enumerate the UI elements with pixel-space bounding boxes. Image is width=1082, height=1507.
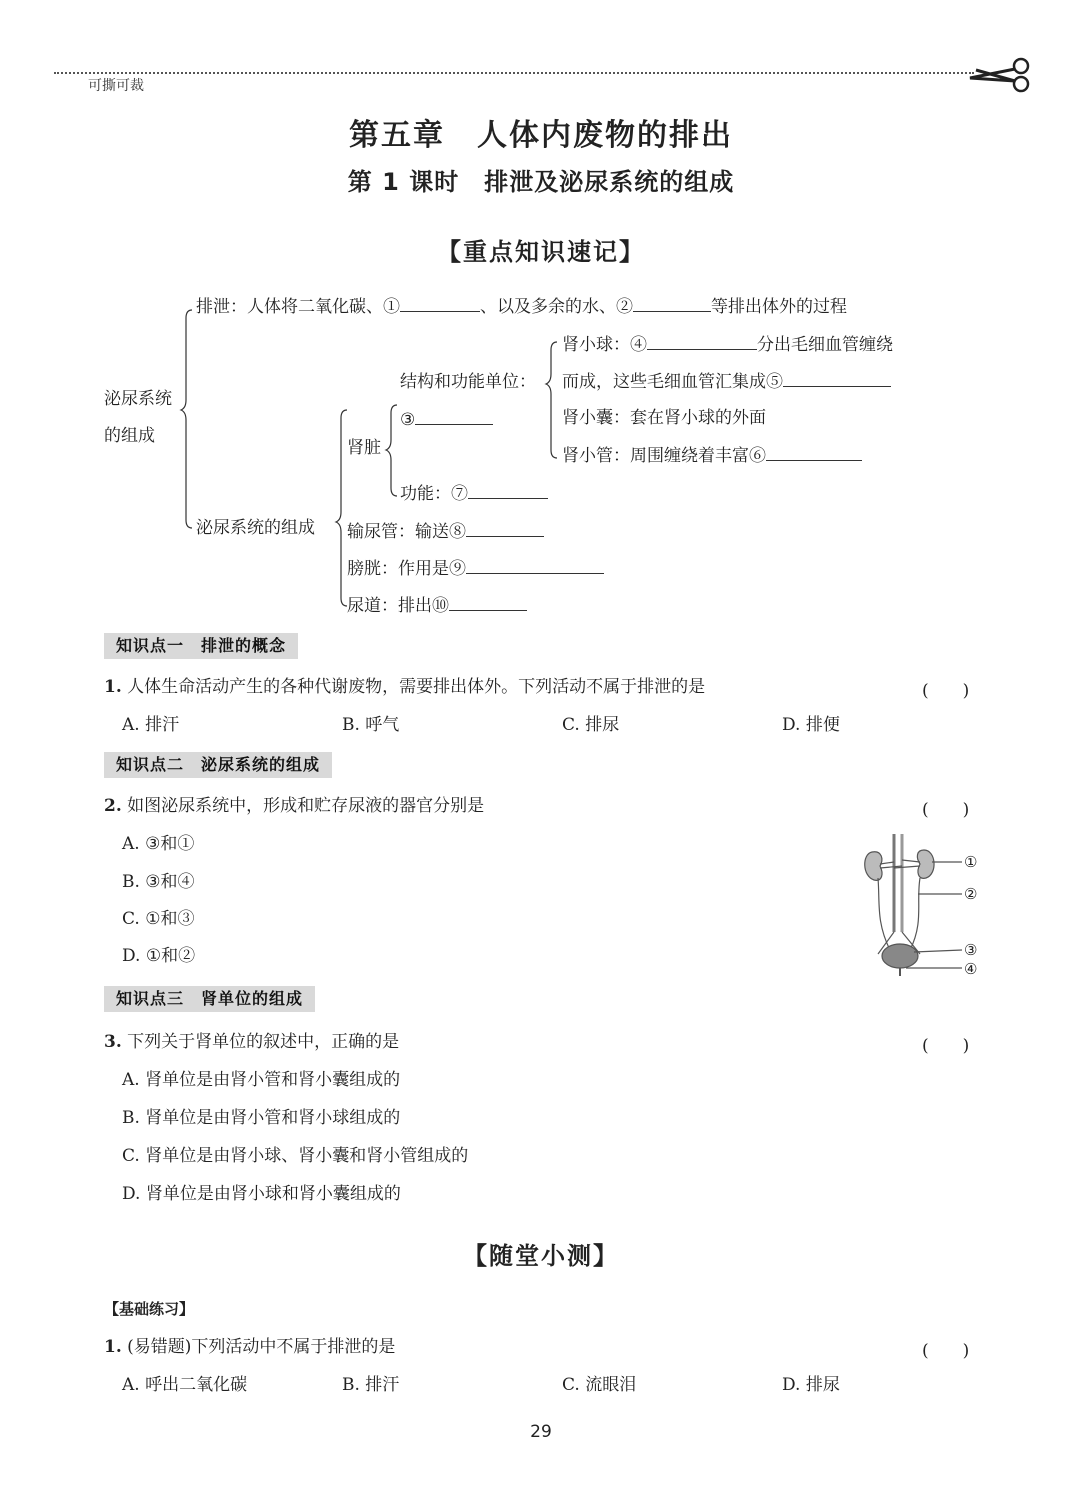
kp3-question: 3. 下列关于肾单位的叙述中，正确的是 bbox=[104, 1032, 400, 1052]
basic-option-d[interactable]: D. 排尿 bbox=[782, 1375, 840, 1395]
kp3-tag: 知识点三 肾单位的组成 bbox=[104, 986, 315, 1012]
kp3-answer-paren[interactable]: ( ) bbox=[922, 1036, 970, 1056]
blank-2[interactable] bbox=[633, 295, 711, 312]
kp2-tag: 知识点二 泌尿系统的组成 bbox=[104, 752, 332, 778]
blank-10[interactable] bbox=[449, 594, 527, 611]
kidney-label: 肾脏 bbox=[347, 438, 381, 458]
kp3-option-b[interactable]: B. 肾单位是由肾小管和肾小球组成的 bbox=[122, 1108, 401, 1128]
mindmap-brackets bbox=[0, 0, 1082, 640]
excretion-definition: 排泄：人体将二氧化碳、① 、以及多余的水、② 等排出体外的过程 bbox=[196, 297, 847, 317]
kp2-question: 2. 如图泌尿系统中，形成和贮存尿液的器官分别是 bbox=[104, 796, 485, 816]
section-quiz: 【随堂小测】 bbox=[463, 1242, 619, 1270]
page-number: 29 bbox=[530, 1422, 552, 1442]
tear-label: 可撕可裁 bbox=[88, 78, 144, 94]
kp1-tag: 知识点一 排泄的概念 bbox=[104, 633, 298, 659]
figure-label-1: ① bbox=[964, 853, 978, 871]
figure-label-4: ④ bbox=[964, 960, 978, 978]
blank-4[interactable] bbox=[647, 333, 757, 350]
basic-option-b[interactable]: B. 排汗 bbox=[342, 1375, 400, 1395]
kp2-option-a[interactable]: A. ③和① bbox=[122, 834, 195, 854]
kp1-answer-paren[interactable]: ( ) bbox=[922, 681, 970, 701]
branch-urinary-system: 泌尿系统的组成 bbox=[196, 518, 315, 538]
capsule-line: 肾小囊：套在肾小球的外面 bbox=[562, 408, 766, 428]
section-key-knowledge: 【重点知识速记】 bbox=[437, 238, 645, 266]
kp1-question: 1. 人体生命活动产生的各种代谢废物，需要排出体外。下列活动不属于排泄的是 bbox=[104, 677, 706, 697]
chapter-title: 第五章 人体内废物的排出 bbox=[349, 118, 733, 153]
basic-answer-paren[interactable]: ( ) bbox=[922, 1341, 970, 1361]
ureter-line: 输尿管：输送⑧ bbox=[347, 520, 544, 543]
kp1-option-d[interactable]: D. 排便 bbox=[782, 715, 840, 735]
glomerulus-line: 肾小球：④ 分出毛细血管缠绕 bbox=[562, 335, 893, 355]
blank-1[interactable] bbox=[400, 295, 480, 312]
basic-practice-header: 【基础练习】 bbox=[104, 1300, 195, 1318]
bladder-line: 膀胱：作用是⑨ bbox=[347, 557, 604, 580]
kp2-option-b[interactable]: B. ③和④ bbox=[122, 872, 195, 892]
blank-3[interactable] bbox=[415, 408, 493, 425]
blank-6[interactable] bbox=[766, 444, 862, 461]
urinary-system-figure bbox=[858, 832, 984, 982]
unit-label: 结构和功能单位： bbox=[400, 372, 536, 392]
figure-label-3: ③ bbox=[964, 941, 978, 959]
kp3-option-a[interactable]: A. 肾单位是由肾小管和肾小囊组成的 bbox=[122, 1070, 401, 1090]
kp1-option-c[interactable]: C. 排尿 bbox=[562, 715, 620, 735]
basic-option-a[interactable]: A. 呼出二氧化碳 bbox=[122, 1375, 248, 1395]
kp3-option-d[interactable]: D. 肾单位是由肾小球和肾小囊组成的 bbox=[122, 1184, 401, 1204]
kp1-option-b[interactable]: B. 呼气 bbox=[342, 715, 400, 735]
kp2-option-c[interactable]: C. ①和③ bbox=[122, 909, 195, 929]
mindmap-root-line2: 的组成 bbox=[104, 426, 155, 446]
glomerulus-line2: 而成，这些毛细血管汇集成⑤ bbox=[562, 370, 891, 393]
basic-option-c[interactable]: C. 流眼泪 bbox=[562, 1375, 637, 1395]
blank-5[interactable] bbox=[783, 370, 891, 387]
lesson-title: 第 1 课时 排泄及泌尿系统的组成 bbox=[347, 168, 735, 196]
blank-7[interactable] bbox=[468, 482, 548, 499]
blank-9[interactable] bbox=[466, 557, 604, 574]
basic-question: 1. (易错题)下列活动中不属于排泄的是 bbox=[104, 1337, 396, 1357]
kp2-answer-paren[interactable]: ( ) bbox=[922, 800, 970, 820]
kp1-option-a[interactable]: A. 排汗 bbox=[122, 715, 180, 735]
kp3-option-c[interactable]: C. 肾单位是由肾小球、肾小囊和肾小管组成的 bbox=[122, 1146, 469, 1166]
blank-8[interactable] bbox=[466, 520, 544, 537]
figure-label-2: ② bbox=[964, 885, 978, 903]
mindmap-root-line1: 泌尿系统 bbox=[104, 389, 172, 409]
urethra-line: 尿道：排出⑩ bbox=[347, 594, 527, 617]
kidney-function: 功能：⑦ bbox=[400, 482, 548, 505]
kp2-option-d[interactable]: D. ①和② bbox=[122, 946, 196, 966]
nephron-item: ③ bbox=[400, 408, 493, 431]
tubule-line: 肾小管：周围缠绕着丰富⑥ bbox=[562, 444, 862, 467]
